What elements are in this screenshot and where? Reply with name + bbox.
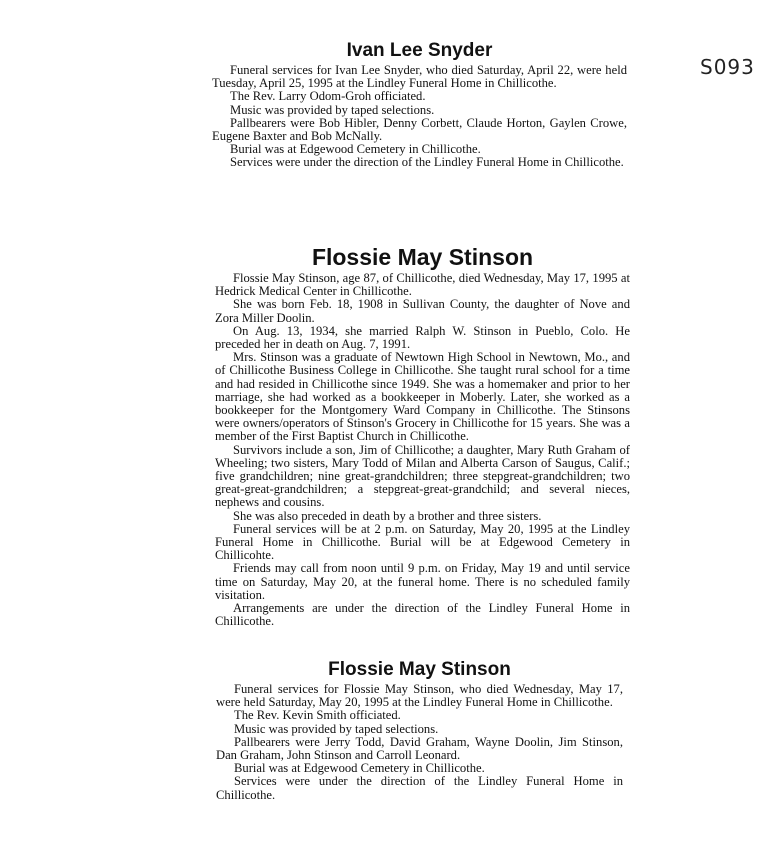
funeral-notice-flossie-may-stinson bbox=[216, 657, 623, 802]
obituary-title: Flossie May Stinson bbox=[311, 244, 534, 270]
obituary-ivan-lee-snyder bbox=[212, 38, 627, 170]
obituary-paragraph: The Rev. Kevin Smith officiated. bbox=[234, 708, 401, 723]
obituary-paragraph: Mrs. Stinson was a graduate of Newtown High School in Newtown, Mo., and of Chillicothe Business College in Chillicothe. She taught rural school for a time and had resided in Chillicothe since 1949. She was a homemaker and prior to her marriage, she had worked as a bookkeeper in Moberly. Later, she worked as a bookkeeper for the Montgomery Ward Company in Chillicothe. The Stinsons were owners/operators of Stinson's Grocery in Chillicothe for 15 years. She was a member of the First Baptist Church in Chillicothe. bbox=[215, 350, 630, 444]
obituary-paragraph: Funeral services for Ivan Lee Snyder, who died Saturday, April 22, were held Tuesday, April 25, 1995 at the Lindley Funeral Home in Chillicothe. bbox=[212, 63, 627, 91]
obituary-paragraph: On Aug. 13, 1934, she married Ralph W. Stinson in Pueblo, Colo. He preceded her in death on Aug. 7, 1991. bbox=[215, 323, 630, 352]
obituary-paragraph: The Rev. Larry Odom-Groh officiated. bbox=[230, 89, 426, 104]
obituary-paragraph: Music was provided by taped selections. bbox=[234, 721, 439, 736]
obituary-paragraph: Services were under the direction of the Lindley Funeral Home in Chillicothe. bbox=[216, 774, 623, 802]
obituary-paragraph: Services were under the direction of the Lindley Funeral Home in Chillicothe. bbox=[230, 155, 624, 170]
obituary-paragraph: Friends may call from noon until 9 p.m. on Friday, May 19 and until service time on Saturday, May 20, at the funeral home. There is no scheduled family visitation. bbox=[215, 561, 630, 602]
obituary-paragraph: Arrangements are under the direction of the Lindley Funeral Home in Chillicothe. bbox=[215, 601, 630, 629]
obituary-paragraph: She was born Feb. 18, 1908 in Sullivan County, the daughter of Nove and Zora Miller Doolin. bbox=[215, 297, 630, 325]
obituary-paragraph: Flossie May Stinson, age 87, of Chillicothe, died Wednesday, May 17, 1995 at Hedrick Medical Center in Chillicothe. bbox=[215, 271, 630, 299]
obituary-paragraph: Burial was at Edgewood Cemetery in Chillicothe. bbox=[234, 761, 485, 776]
obituary-title: Flossie May Stinson bbox=[328, 659, 511, 680]
obituary-title: Ivan Lee Snyder bbox=[346, 40, 493, 61]
obituary-paragraph: Music was provided by taped selections. bbox=[230, 102, 435, 117]
obituary-paragraph: Pallbearers were Jerry Todd, David Graham, Wayne Doolin, Jim Stinson, Dan Graham, John Stinson and Carroll Leonard. bbox=[216, 734, 623, 763]
obituary-flossie-may-stinson bbox=[215, 242, 630, 628]
obituary-paragraph: She was also preceded in death by a brother and three sisters. bbox=[233, 508, 542, 523]
handwritten-page-number: S093 bbox=[700, 55, 755, 79]
obituary-paragraph: Funeral services for Flossie May Stinson, who died Wednesday, May 17, were held Saturday, May 20, 1995 at the Lindley Funeral Home in Chillicothe. bbox=[216, 682, 623, 710]
obituary-paragraph: Funeral services will be at 2 p.m. on Saturday, May 20, 1995 at the Lindley Funeral Home in Chillicothe. Burial will be at Edgewood Cemetery in Chillicohte. bbox=[215, 521, 630, 563]
obituary-paragraph: Survivors include a son, Jim of Chillicothe; a daughter, Mary Ruth Graham of Wheeling; two sisters, Mary Todd of Milan and Alberta Carson of Saugus, Calif.; five grandchildren; nine great-grandchildren; three stepgreat-grandchildren; two great-great-grandchildren; a stepgreat-great-grandchild; and several nieces, nephews and cousins. bbox=[215, 442, 630, 510]
obituary-paragraph: Pallbearers were Bob Hibler, Denny Corbett, Claude Horton, Gaylen Crowe, Eugene Baxter and Bob McNally. bbox=[212, 115, 627, 144]
obituary-paragraph: Burial was at Edgewood Cemetery in Chillicothe. bbox=[230, 142, 481, 157]
